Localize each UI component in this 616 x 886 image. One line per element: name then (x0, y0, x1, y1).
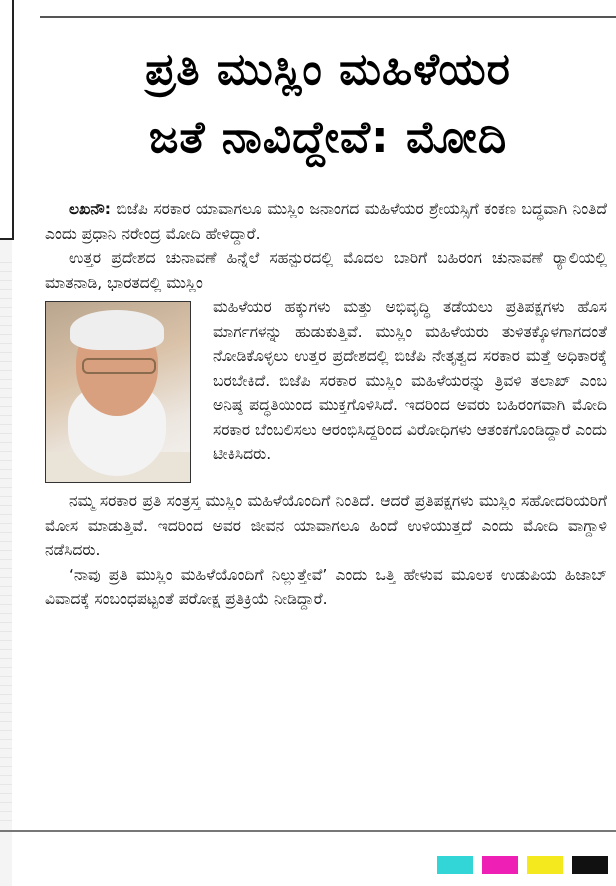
photo-glasses (82, 358, 156, 374)
headline (40, 36, 616, 172)
cyan-swatch (437, 856, 473, 874)
paragraph-3: ನಮ್ಮ ಸರಕಾರ ಪ್ರತಿ ಸಂತ್ರಸ್ತ ಮುಸ್ಲಿಂ ಮಹಿಳೆಯೊಂದಿಗೆ ನಿಂತಿದೆ. ಆದರೆ ಪ್ರತಿಪಕ್ಷಗಳು ಮುಸ್ಲಿಂ ಸಹೋದರಿಯರಿಗೆ ಮೋಸ ಮಾಡುತ್ತಿವೆ. ಇದರಿಂದ ಅವರ ಜೀವನ ಯಾವಾಗಲೂ ಹಿಂದೆ ಉಳಿಯುತ್ತದೆ ಎಂದು ಮೋದಿ ವಾಗ್ದಾಳಿ ನಡೆಸಿದರು. (45, 492, 607, 559)
black-swatch (572, 856, 608, 874)
magenta-swatch (482, 856, 518, 874)
article-body (45, 197, 607, 612)
headline-line-1: ಪ್ರತಿ ಮುಸ್ಲಿಂ ಮಹಿಳೆಯರ (145, 44, 511, 95)
photo-hair (70, 310, 164, 350)
portrait-photo (45, 301, 191, 483)
bottom-rule (0, 830, 616, 832)
paragraph-2-body: ಮಹಿಳೆಯರ ಹಕ್ಕುಗಳು ಮತ್ತು ಅಭಿವೃದ್ಧಿ ತಡೆಯಲು ಪ್ರತಿಪಕ್ಷಗಳು ಹೊಸ ಮಾರ್ಗಗಳನ್ನು ಹುಡುಕುತ್ತಿವೆ. ಮುಸ್ಲಿಂ ಮಹಿಳೆಯರು ತುಳಿತಕ್ಕೊಳಗಾಗದಂತೆ ನೋಡಿಕೊಳ್ಳಲು ಉತ್ತರ ಪ್ರದೇಶದಲ್ಲಿ ಬಿಜೆಪಿ ನೇತೃತ್ವದ ಸರಕಾರ ಮತ್ತೆ ಅಧಿಕಾರಕ್ಕೆ ಬರಬೇಕಿದೆ. ಬಿಜೆಪಿ ಸರಕಾರ ಮುಸ್ಲಿಂ ಮಹಿಳೆಯರನ್ನು ತ್ರಿವಳಿ ತಲಾಖ್ ಎಂಬ ಅನಿಷ್ಠ ಪದ್ಧತಿಯಿಂದ ಮುಕ್ತಗೊಳಿಸಿದೆ. ಇದರಿಂದ ಅವರು ಬಹಿರಂಗವಾಗಿ ಮೋದಿ ಸರಕಾರ ಬೆಂಬಲಿಸಲು ಆರಂಭಿಸಿದ್ದರಿಂದ ವಿರೋಧಿಗಳು ಆತಂಕಗೊಂಡಿದ್ದಾರೆ ಎಂದು ಟೀಕಿಸಿದರು. (213, 298, 607, 463)
paragraph-1 (45, 197, 607, 246)
paragraph-4: ‘ನಾವು ಪ್ರತಿ ಮುಸ್ಲಿಂ ಮಹಿಳೆಯೊಂದಿಗೆ ನಿಲ್ಲುತ್ತೇವೆ’ ಎಂದು ಒತ್ತಿ ಹೇಳುವ ಮೂಲಕ ಉಡುಪಿಯ ಹಿಜಾಬ್ ವಿವಾದಕ್ಕೆ ಸಂಬಂಧಪಟ್ಟಂತೆ ಪರೋಕ್ಷ ಪ್ರತಿಕ್ರಿಯೆ ನೀಡಿದ್ದಾರೆ. (45, 565, 607, 608)
headline-line-2: ಜತೆ ನಾವಿದ್ದೇವೆ: ಮೋದಿ (148, 112, 508, 163)
paragraph-2-lead: ಉತ್ತರ ಪ್ರದೇಶದ ಚುನಾವಣೆ ಹಿನ್ನೆಲೆ ಸಹನ್ಪುರದಲ್ಲಿ ಮೊದಲ ಬಾರಿಗೆ ಬಹಿರಂಗ ಚುನಾವಣೆ ರ್‍ಯಾಲಿಯಲ್ಲಿ ಮಾತನಾಡಿ, ಭಾರತದಲ್ಲಿ ಮುಸ್ಲಿಂ (45, 249, 607, 292)
yellow-swatch (527, 856, 563, 874)
paragraph-1-text: ಬಿಜೆಪಿ ಸರಕಾರ ಯಾವಾಗಲೂ ಮುಸ್ಲಿಂ ಜನಾಂಗದ ಮಹಿಳೆಯರ ಶ್ರೇಯಸ್ಸಿಗೆ ಕಂಕಣ ಬದ್ಧವಾಗಿ ನಿಂತಿದೆ ಎಂದು ಪ್ರಧಾನಿ ನರೇಂದ್ರ ಮೋದಿ ಹೇಳಿದ್ದಾರೆ. (45, 200, 607, 243)
adjacent-column-box (0, 0, 14, 240)
adjacent-column-grid (0, 262, 12, 822)
registration-color-bar (437, 856, 616, 874)
top-rule (40, 16, 616, 18)
dateline: ಲಖನೌ: (69, 200, 111, 218)
